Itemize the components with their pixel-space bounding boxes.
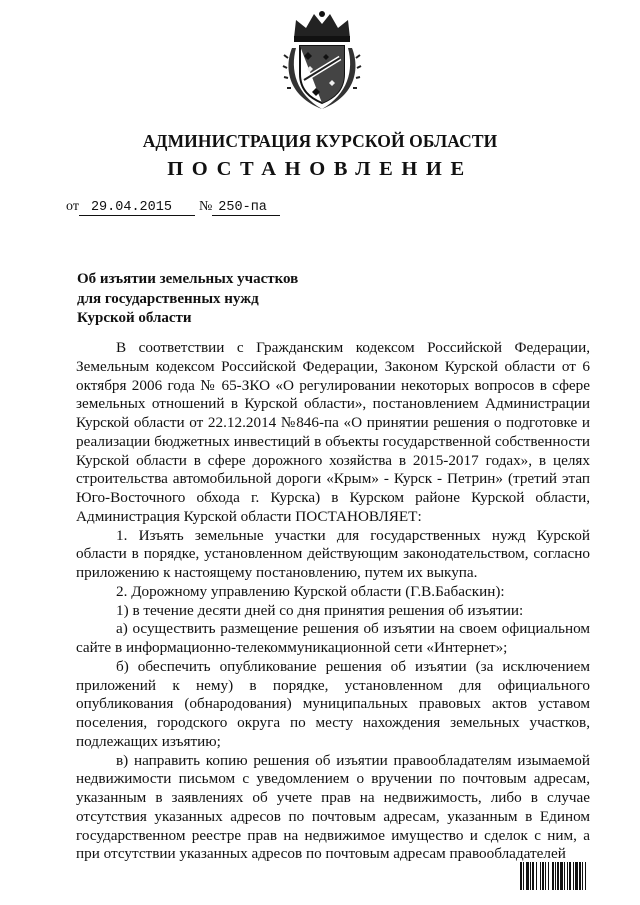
date-number-line (66, 199, 280, 216)
clause-2-paragraph: 2. Дорожному управлению Курской области (Г.В.Бабаскин): (116, 582, 505, 600)
barcode-icon (520, 862, 616, 890)
preamble-paragraph: В соответствии с Гражданским кодексом Российской Федерации, Земельным кодексом Российской Федерации, Законом Курской области от 6 октября 2006 года № 65-ЗКО «О регулировании некоторых вопросов в сфере земельных отношений в Курской области», постановлением Администрации Курской области от 22.12.2014 №846-па «О принятии решения о подготовке и реализации бюджетных инвестиций в объекты государственной собственности Курской области в сфере дорожного хозяйства в 2015-2017 годах», в целях строительства автомобильной дороги «Крым» - Курск - Петрин» (третий этап Юго-Восточного обхода г. Курска) в Курском районе Курской области, Администрация Курской области ПОСТАНОВЛЯЕТ: (76, 339, 590, 525)
clause-2-1-a-paragraph: а) осуществить размещение решения об изъятии на своем официальном сайте в информационно-телекоммуникационной сети «Интернет»; (76, 620, 590, 656)
coat-of-arms-icon (282, 8, 362, 112)
barcode-bar (567, 862, 568, 890)
barcode-bar (569, 862, 571, 890)
subject-line: Курской области (77, 310, 192, 326)
barcode-bar (557, 862, 559, 890)
document-date: 29.04.2015 (79, 200, 195, 216)
barcode-bar (555, 862, 556, 890)
barcode-bar (545, 862, 546, 890)
from-label: от (66, 199, 79, 214)
clause-2-1-c-paragraph: в) направить копию решения об изъятии правообладателям изымаемой недвижимости письмом с уведомлением о вручении по почтовым адресам, указанным в заявлениях об учете прав на недвижимость, либо в случае отсутствия указанных адресов по почтовым адресам, указанным в Едином государственном реестре прав на недвижимое имущество и сделок с ним, а при отсутствии указанных адресов по почтовым адресам правообладателей (76, 751, 590, 863)
document-subject (77, 270, 298, 329)
subject-line: Об изъятии земельных участков (77, 271, 299, 287)
barcode-bar (523, 862, 524, 890)
barcode-bar (560, 862, 563, 890)
barcode-bar (552, 862, 554, 890)
organization-title: АДМИНИСТРАЦИЯ КУРСКОЙ ОБЛАСТИ (142, 131, 498, 151)
barcode-bar (582, 862, 583, 890)
clause-2-1-paragraph: 1) в течение десяти дней со дня принятия решения об изъятии: (116, 601, 524, 619)
barcode-bar (548, 862, 549, 890)
clause-1-paragraph: 1. Изъять земельные участки для государственных нужд Курской области в порядке, установленном действующим законодательством, согласно приложению к настоящему постановлению, путем их выкупа. (76, 526, 590, 581)
barcode-bar (532, 862, 534, 890)
document-type-title: ПОСТАНОВЛЕНИЕ (167, 158, 473, 180)
document-body (76, 339, 590, 864)
barcode-bar (520, 862, 522, 890)
barcode-bar (575, 862, 578, 890)
barcode-bar (573, 862, 574, 890)
clause-2-1-b-paragraph: б) обеспечить опубликование решения об изъятии (за исключением приложений к нему) в порядке, установленном для официального опубликования (обнародования) муниципальных правовых актов уставом поселения, городского округа по месту нахождения земельных участков, подлежащих изъятию; (76, 657, 590, 750)
document-number: 250-па (212, 200, 280, 216)
number-label: № (198, 199, 213, 214)
barcode-bar (530, 862, 531, 890)
barcode-bar (585, 862, 586, 890)
barcode-bar (542, 862, 544, 890)
barcode-bar (536, 862, 537, 890)
subject-line: для государственных нужд (77, 290, 259, 307)
barcode-bar (564, 862, 565, 890)
barcode-bar (579, 862, 581, 890)
barcode-bar (526, 862, 529, 890)
barcode-bar (540, 862, 541, 890)
